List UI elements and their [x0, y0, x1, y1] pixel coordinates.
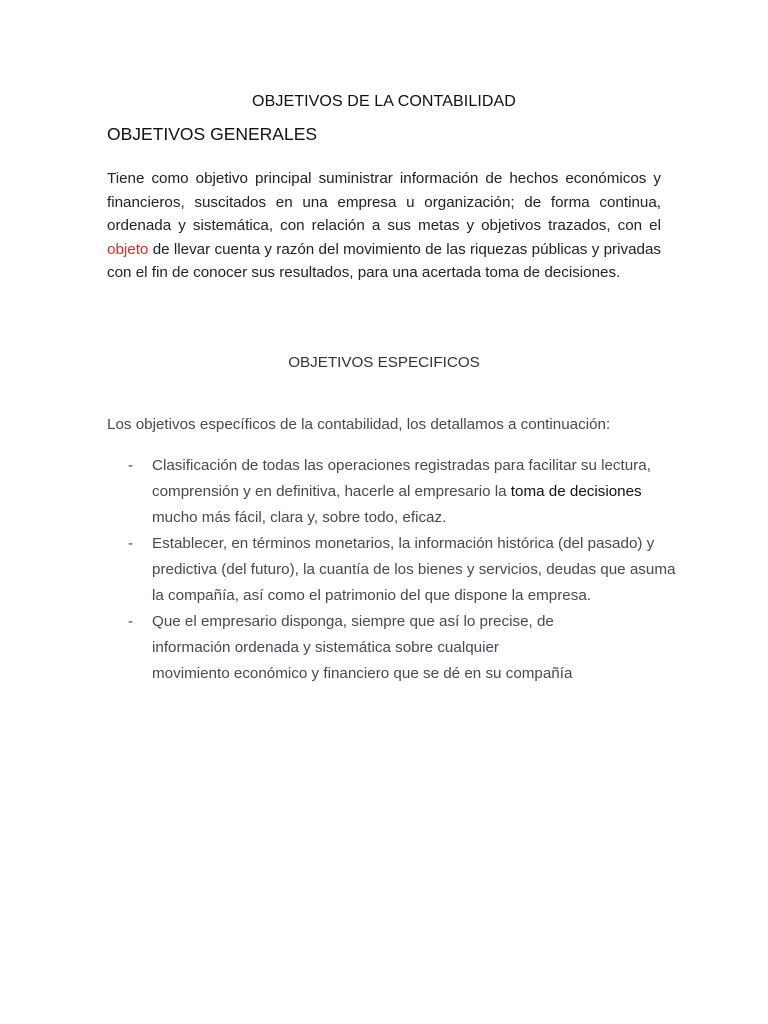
list-item-line-1: Que el empresario disponga, siempre que así lo precise, de [152, 613, 554, 630]
specific-objectives-intro: Los objetivos específicos de la contabilidad, los detallamos a continuación: [107, 416, 611, 433]
list-item [107, 609, 687, 687]
specific-objectives-heading: OBJETIVOS ESPECIFICOS [288, 354, 480, 371]
document-title: OBJETIVOS DE LA CONTABILIDAD [252, 93, 516, 110]
general-objectives-heading: OBJETIVOS GENERALES [107, 124, 318, 144]
list-item-text: Establecer, en términos monetarios, la información histórica (del pasado) y predictiva (del futuro), la cuantía de los bienes y servicios, deudas que asuma la compañía, así como el patrimonio del que dispone la empresa. [152, 535, 676, 604]
list-item [107, 531, 687, 609]
general-objectives-paragraph [107, 167, 661, 285]
list-item-text: Clasificación de todas las operaciones registradas para facilitar su lectura, comprensión y en definitiva, hacerle al empresario la [152, 457, 651, 500]
paragraph-text-start: Tiene como objetivo principal suministrar información de hechos económicos y financieros, suscitados en una empresa u organización; de forma continua, ordenada y sistemática, con relación a sus metas y objetivos trazados, con el [107, 170, 661, 235]
list-item-line-3: movimiento económico y financiero que se dé en su compañía [152, 665, 573, 682]
bullet-dash: - [128, 613, 134, 630]
paragraph-text-end: de llevar cuenta y razón del movimiento de las riquezas públicas y privadas con el fin de conocer sus resultados, para una acertada toma de decisiones. [107, 240, 661, 282]
list-item-line-2: información ordenada y sistemática sobre cualquier [152, 639, 499, 656]
bullet-dash: - [128, 535, 134, 552]
highlighted-word: objeto [107, 240, 149, 258]
bullet-dash: - [128, 457, 134, 474]
list-item-emphasis: toma de decisiones [510, 483, 642, 500]
list-item-text-end: mucho más fácil, clara y, sobre todo, eficaz. [152, 509, 447, 526]
list-item [107, 453, 687, 531]
specific-objectives-list [107, 453, 687, 687]
